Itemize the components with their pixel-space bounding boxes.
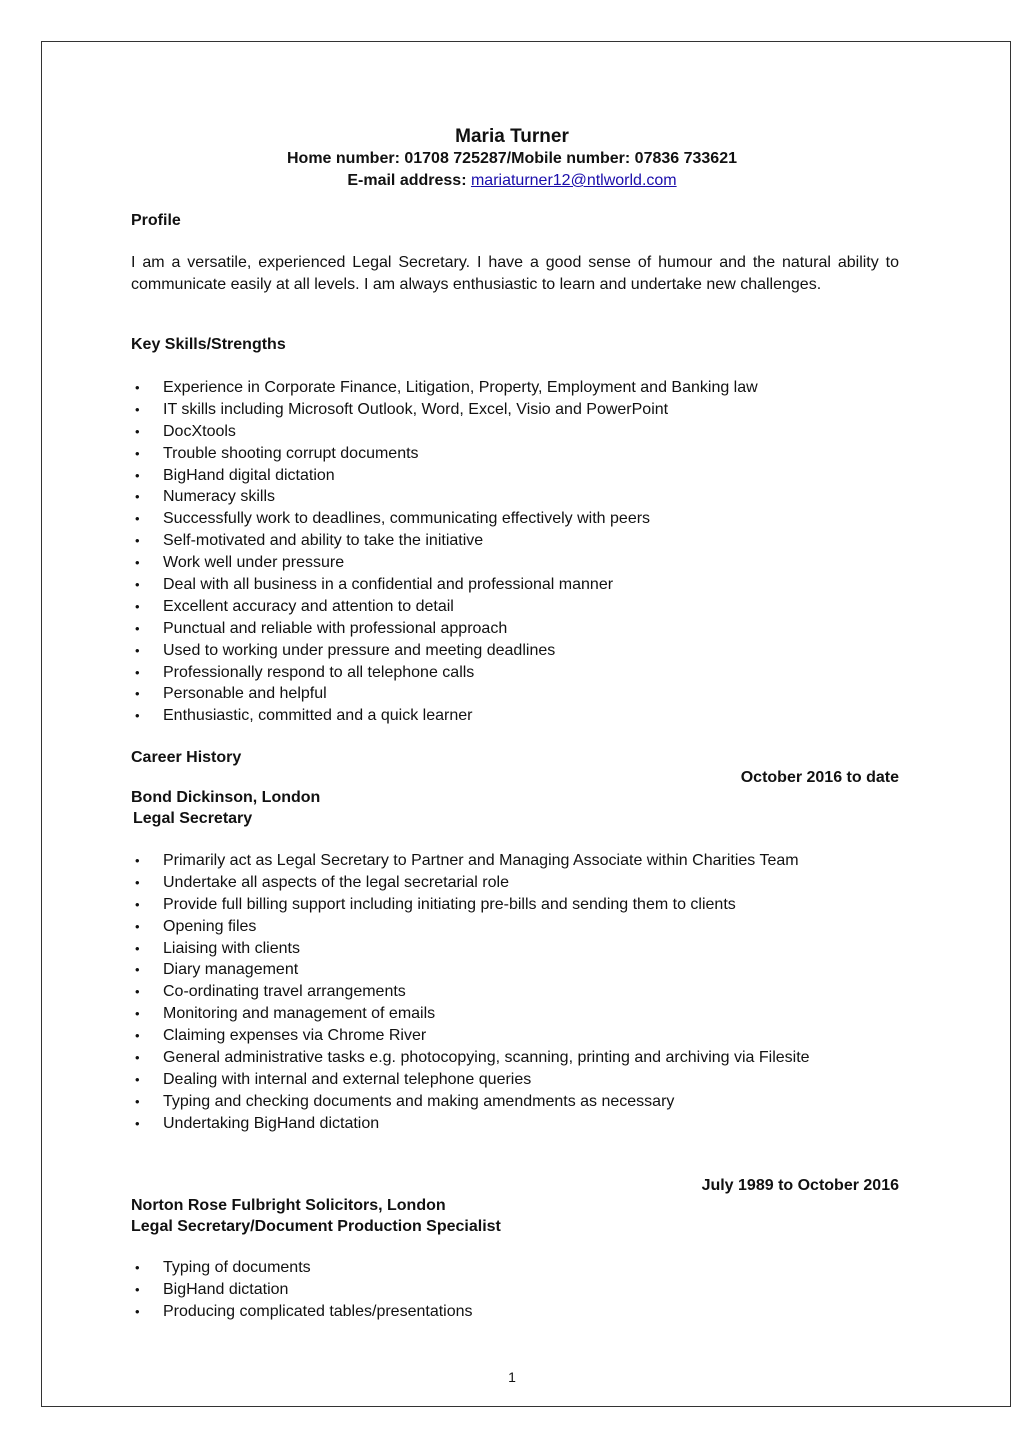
list-item: • Provide full billing support including initiating pre-bills and sending them to clients xyxy=(131,894,810,916)
profile-text: I am a versatile, experienced Legal Secretary. I have a good sense of humour and the natural ability to communicate easily at all levels. I am always enthusiastic to learn and undertake new challenges. xyxy=(131,254,899,293)
list-item: • Work well under pressure xyxy=(131,552,758,574)
list-item: • Undertake all aspects of the legal secretarial role xyxy=(131,872,810,894)
list-item: • Self-motivated and ability to take the initiative xyxy=(131,530,758,552)
job-company: Norton Rose Fulbright Solicitors, London xyxy=(131,1197,446,1214)
page-number: 1 xyxy=(508,1369,516,1385)
list-item: • Typing of documents xyxy=(131,1257,473,1279)
job-company: Bond Dickinson, London xyxy=(131,789,321,806)
email-link[interactable]: mariaturner12@ntlworld.com xyxy=(470,172,677,189)
phone-numbers: Home number: 01708 725287/Mobile number: 07836 733621 xyxy=(287,150,737,167)
list-item: • Professionally respond to all telephone calls xyxy=(131,662,758,684)
list-item: • Used to working under pressure and meeting deadlines xyxy=(131,640,758,662)
list-item: • Liaising with clients xyxy=(131,938,810,960)
list-item: • Enthusiastic, committed and a quick learner xyxy=(131,705,758,727)
job-title: Legal Secretary/Document Production Specialist xyxy=(131,1218,501,1235)
career-heading: Career History xyxy=(131,749,242,766)
list-item: • Opening files xyxy=(131,916,810,938)
list-item: • Personable and helpful xyxy=(131,683,758,705)
list-item: • Experience in Corporate Finance, Litigation, Property, Employment and Banking law xyxy=(131,377,758,399)
list-item: • Successfully work to deadlines, communicating effectively with peers xyxy=(131,508,758,530)
list-item: • Diary management xyxy=(131,959,810,981)
skills-heading: Key Skills/Strengths xyxy=(131,336,286,353)
job-dates: July 1989 to October 2016 xyxy=(701,1177,899,1194)
list-item: • Co-ordinating travel arrangements xyxy=(131,981,810,1003)
job-dates: October 2016 to date xyxy=(740,769,899,786)
list-item: • Claiming expenses via Chrome River xyxy=(131,1025,810,1047)
list-item: • Producing complicated tables/presentations xyxy=(131,1301,473,1323)
list-item: • DocXtools xyxy=(131,421,758,443)
skills-list xyxy=(131,377,758,727)
list-item: • General administrative tasks e.g. photocopying, scanning, printing and archiving via Filesite xyxy=(131,1047,810,1069)
list-item: • IT skills including Microsoft Outlook, Word, Excel, Visio and PowerPoint xyxy=(131,399,758,421)
list-item: • Typing and checking documents and making amendments as necessary xyxy=(131,1091,810,1113)
email-label: E-mail address: xyxy=(347,172,467,189)
list-item: • Primarily act as Legal Secretary to Partner and Managing Associate within Charities Team xyxy=(131,850,810,872)
email-line xyxy=(0,171,1024,191)
candidate-name: Maria Turner xyxy=(455,126,569,147)
list-item: • Punctual and reliable with professional approach xyxy=(131,618,758,640)
job-duties-list xyxy=(131,850,810,1135)
list-item: • BigHand digital dictation xyxy=(131,465,758,487)
list-item: • Numeracy skills xyxy=(131,486,758,508)
list-item: • Excellent accuracy and attention to detail xyxy=(131,596,758,618)
list-item: • Deal with all business in a confidential and professional manner xyxy=(131,574,758,596)
list-item: • Undertaking BigHand dictation xyxy=(131,1113,810,1135)
list-item: • Monitoring and management of emails xyxy=(131,1003,810,1025)
list-item: • Dealing with internal and external telephone queries xyxy=(131,1069,810,1091)
list-item: • BigHand dictation xyxy=(131,1279,473,1301)
job-title: Legal Secretary xyxy=(133,810,253,827)
list-item: • Trouble shooting corrupt documents xyxy=(131,443,758,465)
profile-heading: Profile xyxy=(131,212,181,229)
job-duties-list xyxy=(131,1257,473,1323)
